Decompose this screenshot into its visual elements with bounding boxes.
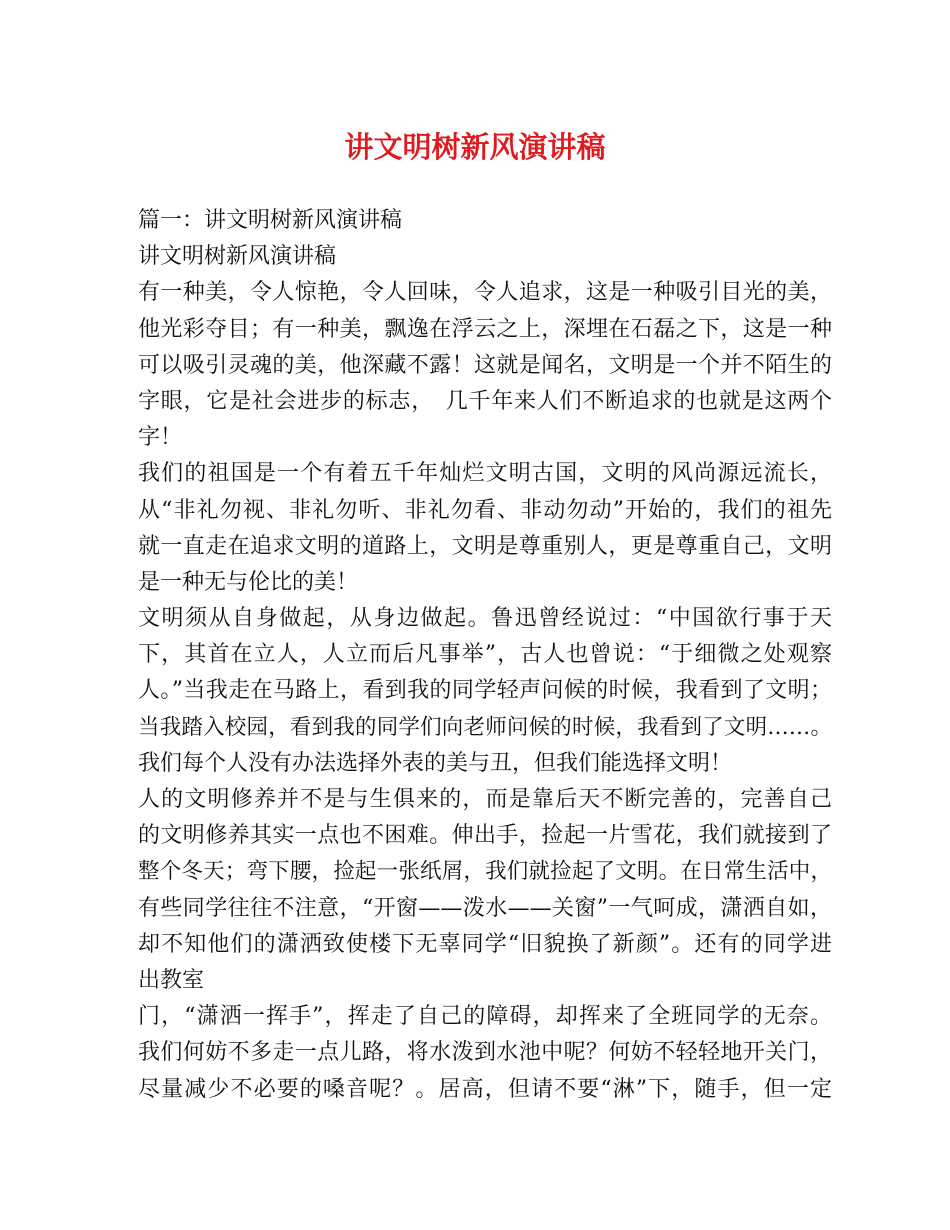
document-body	[138, 203, 832, 1108]
text-line: 我们的祖国是一个有着五千年灿烂文明古国，文明的风尚源远流长，	[138, 461, 832, 487]
document-title: 讲文明树新风演讲稿	[344, 130, 606, 164]
text-line: 讲文明树新风演讲稿	[138, 244, 337, 270]
text-line: 整个冬天；弯下腰，捡起一张纸屑，我们就捡起了文明。在日常生活中，	[138, 859, 832, 885]
text-line: 篇一：讲文明树新风演讲稿	[138, 208, 403, 233]
text-line: 人。”当我走在马路上，看到我的同学轻声问候的时候，我看到了文明；	[138, 678, 832, 704]
text-line: 下，其首在立人，人立而后凡事举”，古人也曾说：“于细微之处观察	[138, 642, 832, 668]
text-line: 是一种无与伦比的美！	[138, 569, 359, 595]
text-line: 有一种美，令人惊艳，令人回味，令人追求，这是一种吸引目光的美，	[138, 280, 832, 306]
text-line: 尽量减少不必要的嗓音呢？。居高，但请不要“淋”下，随手，但一定	[138, 1076, 832, 1102]
text-line: 就一直走在追求文明的道路上，文明是尊重别人，更是尊重自己，文明	[138, 533, 832, 559]
text-line: 人的文明修养并不是与生俱来的，而是靠后天不断完善的，完善自己	[138, 787, 832, 812]
text-line: 却不知他们的潇洒致使楼下无辜同学“旧貌换了新颜”。还有的同学进	[138, 931, 832, 957]
text-line: 可以吸引灵魂的美，他深藏不露！这就是闻名，文明是一个并不陌生的	[138, 352, 832, 378]
text-line: 的文明修养其实一点也不困难。伸出手，捡起一片雪花，我们就接到了	[138, 823, 832, 849]
text-line: 他光彩夺目；有一种美，飘逸在浮云之上，深埋在石磊之下，这是一种	[138, 316, 832, 342]
text-line: 门，“潇洒一挥手”，挥走了自己的障碍，却挥来了全班同学的无奈。	[138, 1004, 832, 1030]
text-line: 我们何妨不多走一点儿路，将水泼到水池中呢？何妨不轻轻地开关门，	[138, 1040, 832, 1066]
text-line: 出教室	[138, 967, 205, 993]
text-line: 从“非礼勿视、非礼勿听、非礼勿看、非动勿动”开始的，我们的祖先	[138, 497, 832, 523]
text-line: 我们每个人没有办法选择外表的美与丑，但我们能选择文明！	[138, 750, 733, 776]
text-line: 文明须从自身做起，从身边做起。鲁迅曾经说过：“中国欲行事于天	[138, 606, 832, 632]
text-line: 字！	[138, 425, 183, 451]
text-line: 有些同学往往不注意，“开窗——泼水——关窗”一气呵成，潇洒自如，	[138, 895, 832, 921]
text-line: 字眼，它是社会进步的标志， 几千年来人们不断追求的也就是这两个	[138, 388, 832, 414]
text-line: 当我踏入校园，看到我的同学们向老师问候的时候，我看到了文明……。	[138, 714, 832, 740]
